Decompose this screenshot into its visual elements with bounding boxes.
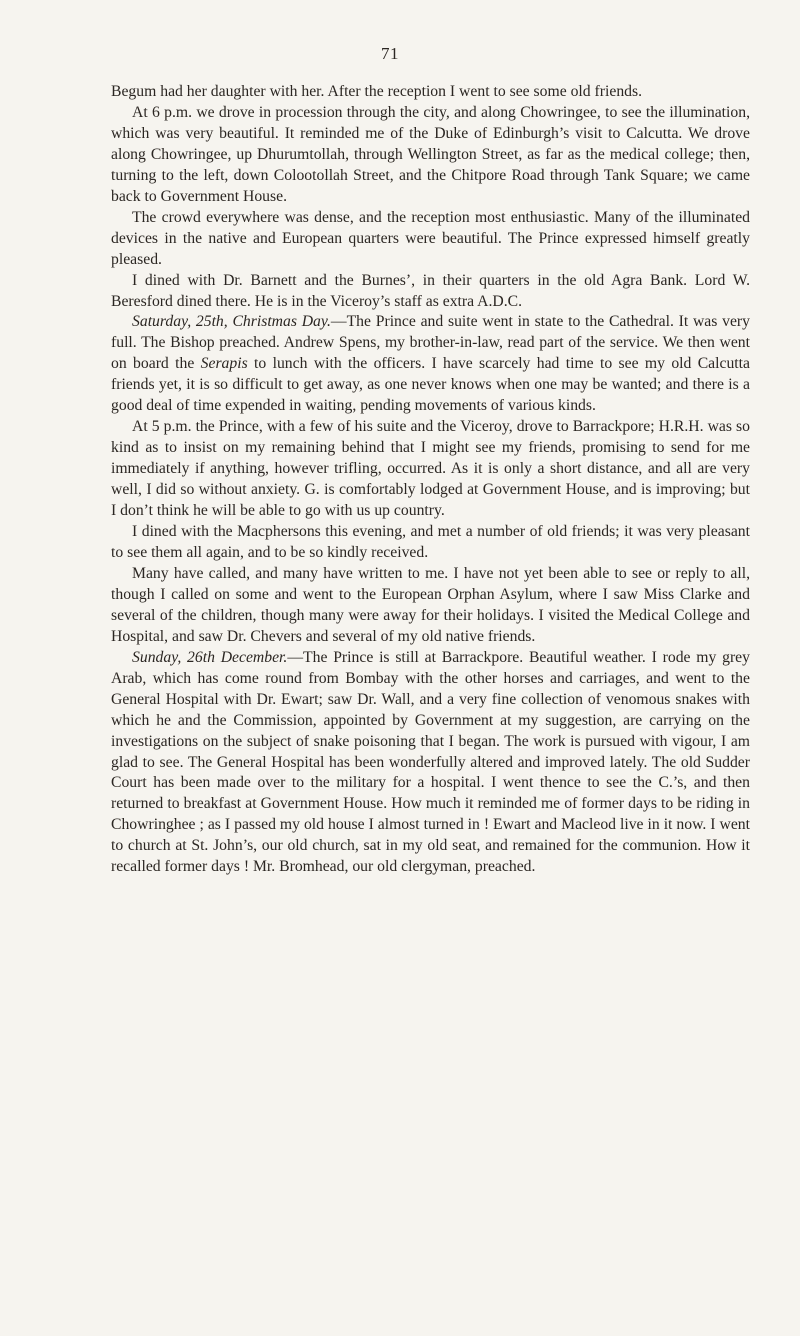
paragraph-text: —The Prince is still at Barrackpore. Beautiful weather. I rode my grey Arab, which has come round from Bombay with the other horses and carriages, and went to the General Hospital with Dr. Ewart; saw Dr. Wall, and a very fine collection of venomous snakes with which he and the Commission, appointed by Government at my suggestion, are carrying on the investigations on the subject of snake poisoning that I began. The work is pursued with vigour, I am glad to see. The General Hospital has been wonderfully altered and improved lately. The old Sudder Court has been made over to the military for a hospital. I went thence to see the C.’s, and then returned to breakfast at Government House. How much it reminded me of former days to be riding in Chowringhee ; as I passed my old house I almost turned in ! Ewart and Macleod live in it now. I went to church at St. John’s, our old church, sat in my old seat, and remained for the communion. How it recalled former days ! Mr. Bromhead, our old clergyman, preached. — [111, 648, 750, 876]
ship-name: Serapis — [200, 355, 248, 373]
paragraph — [111, 522, 750, 564]
paragraph-text: I dined with Dr. Barnett and the Burnes’, in their quarters in the old Agra Bank. Lord W. Beresford dined there. He is in the Viceroy’s staff as extra A.D.C. — [111, 271, 750, 310]
paragraph-text: At 6 p.m. we drove in procession through the city, and along Chowringee, to see the illumination, which was very beautiful. It reminded me of the Duke of Edinburgh’s visit to Calcutta. We drove along Chowringee, up Dhurumtollah, through Wellington Street, as far as the medical college; then, turning to the left, down Colootollah Street, and the Chitpore Road through Tank Square; we came back to Government House. — [111, 103, 750, 205]
date-heading: Sunday, 26th December. — [132, 648, 288, 666]
page-number: 71 — [381, 44, 399, 63]
paragraph-text: Many have called, and many have written to me. I have not yet been able to see or reply to all, though I called on some and went to the European Orphan Asylum, where I saw Miss Clarke and several of the children, though many were away for their holidays. I visited the Medical College and Hospital, and saw Dr. Chevers and several of my old native friends. — [111, 564, 750, 645]
paragraph-text: Begum had her daughter with her. After the reception I went to see some old friends. — [111, 83, 643, 100]
paragraph — [111, 103, 750, 208]
paragraph-text: —The Prince and suite went in state to the Cathedral. It was very full. The Bishop preached. Andrew Spens, my brother-in-law, read part of the service. We then went on board the — [111, 313, 750, 373]
paragraph-text: I dined with the Macphersons this evening, and met a number of old friends; it was very pleasant to see them all again, and to be so kindly received. — [111, 523, 750, 561]
paragraph — [111, 208, 750, 271]
paragraph — [111, 648, 750, 878]
date-heading: Saturday, 25th, Christmas Day. — [132, 313, 331, 331]
paragraph-text: At 5 p.m. the Prince, with a few of his suite and the Viceroy, drove to Barrackpore; H.R.H. was so kind as to insist on my remaining behind that I might see my friends, promising to send for me immediately if anything, however trifling, occurred. As it is only a short distance, and all are very well, I did so without anxiety. G. is comfortably lodged at Government House, and is improving; but I don’t think he will be able to go with us up country. — [111, 418, 750, 520]
body-text — [111, 82, 750, 878]
paragraph — [111, 271, 750, 313]
paragraph — [111, 312, 750, 417]
paragraph — [111, 82, 750, 103]
paragraph-text: The crowd everywhere was dense, and the reception most enthusiastic. Many of the illuminated devices in the native and European quarters were beautiful. The Prince expressed himself greatly pleased. — [111, 208, 750, 268]
paragraph-text: to lunch with the officers. I have scarcely had time to see my old Calcutta friends yet, it is so difficult to get away, as one never knows when one may be wanted; and there is a good deal of time expended in waiting, pending movements of various kinds. — [111, 355, 750, 415]
paragraph — [111, 417, 750, 522]
paragraph — [111, 564, 750, 648]
